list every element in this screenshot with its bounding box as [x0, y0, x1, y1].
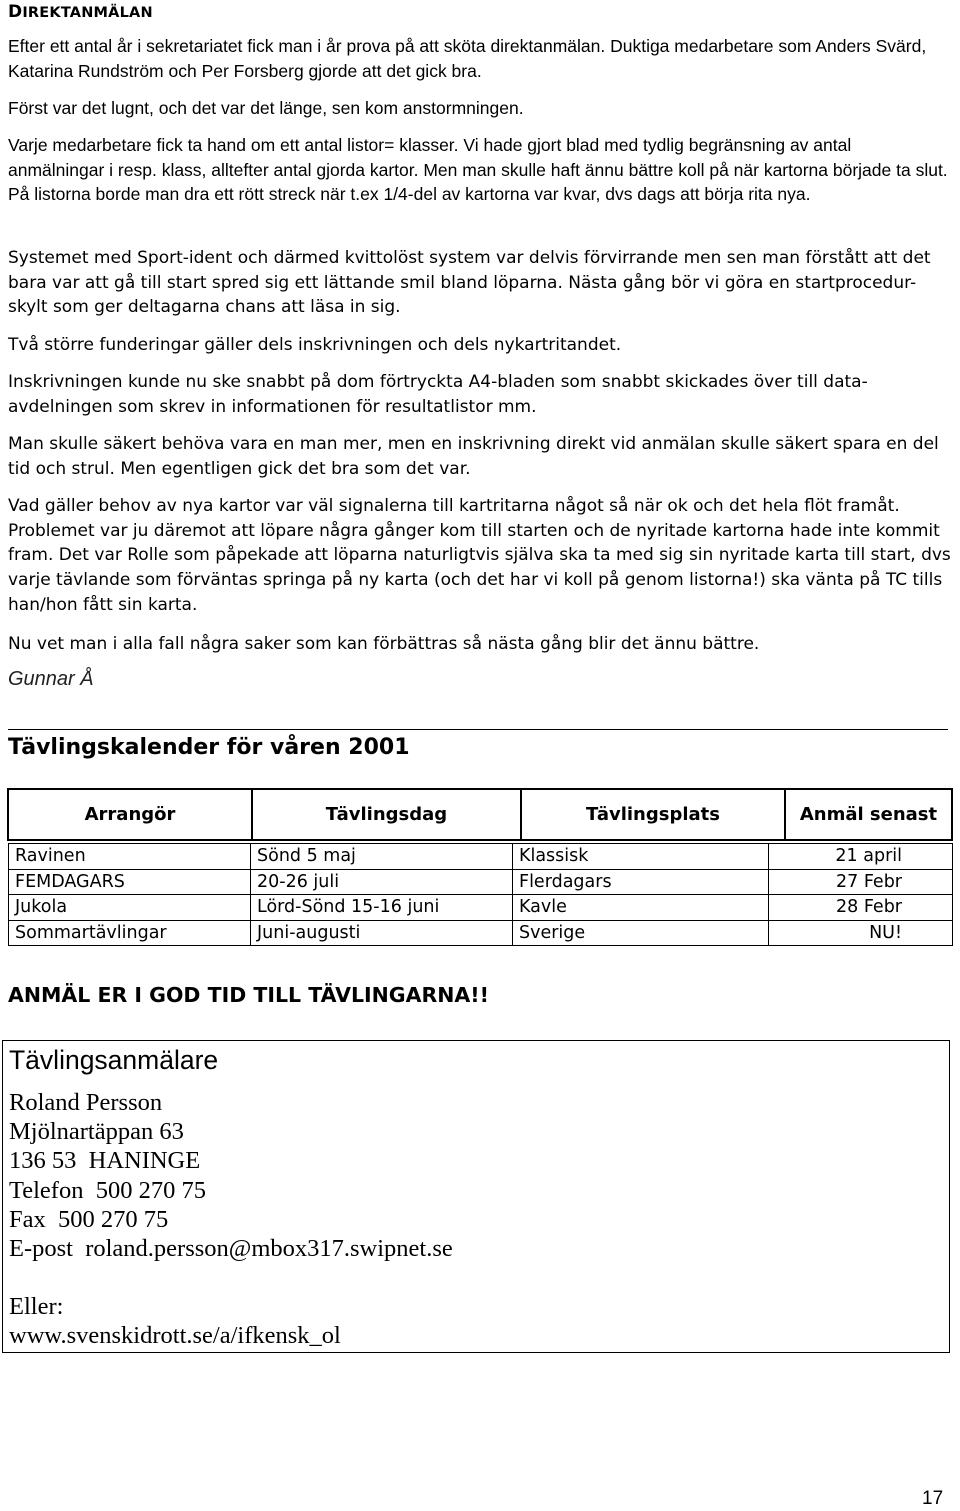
table-cell: Sommartävlingar	[9, 920, 251, 946]
section-heading-initial: D	[8, 2, 23, 22]
table-cell: Klassisk	[513, 844, 769, 870]
contact-fax: Fax 500 270 75	[9, 1205, 169, 1233]
contact-title: Tävlingsanmälare	[9, 1045, 219, 1075]
table-cell: 27 Febr	[769, 869, 953, 895]
paragraph-lists: Varje medarbetare fick ta hand om ett antal listor= klasser. Vi hade gjort blad med tydlig begränsning av antal anmälningar i resp. klass, alltefter antal gjorda kartor. Men man skulle haft ännu bättre koll på när kartorna började ta slut. På listorna borde man dra ett rött streck när t.ex 1/4-del av kartorna var kvar, dvs dags att börja rita nya.	[8, 135, 948, 205]
paragraph-questions: Två större funderingar gäller dels inskrivningen och dels nykartritandet.	[8, 335, 622, 355]
column-header-deadline: Anmäl senast	[785, 789, 952, 840]
paragraph-intro: Efter ett antal år i sekretariatet fick man i år prova på att sköta direktanmälan. Duktiga medarbetare som Anders Svärd, Katarina Rundström och Per Forsberg gjorde att det gick bra.	[8, 36, 927, 81]
column-header-organizer: Arrangör	[8, 789, 252, 840]
table-cell: Kavle	[513, 895, 769, 921]
paragraph-maps: Vad gäller behov av nya kartor var väl signalerna till kartritarna något så när ok och det hela flöt framåt. Problemet var ju däremot att löpare några gånger kom till starten och de nyritade kartorna hade inte kommit fram. Det var Rolle som påpekade att löparna naturligtvis själva ska ta med sig sin nyritade karta till start, dvs varje tävlande som förväntas springa på ny karta (och det har vi koll på genom listorna!) ska vänta på TC tills han/hon fått sin karta.	[8, 496, 951, 615]
calendar-header-row	[8, 789, 952, 840]
contact-alt-label: Eller:	[9, 1293, 64, 1321]
section-heading-rest: IREKTANMÄLAN	[22, 5, 153, 21]
section-heading	[8, 2, 153, 22]
table-cell: FEMDAGARS	[9, 869, 251, 895]
table-cell: 28 Febr	[769, 895, 953, 921]
table-cell: 20-26 juli	[251, 869, 513, 895]
contact-website: www.svenskidrott.se/a/ifkensk_ol	[9, 1322, 341, 1350]
table-cell: Jukola	[9, 895, 251, 921]
table-cell: Flerdagars	[513, 869, 769, 895]
table-row	[9, 895, 953, 921]
paragraph-sportident: Systemet med Sport-ident och därmed kvittolöst system var delvis förvirrande men sen man förstått att det bara var att gå till start spred sig ett lättande smil bland löparna. Nästa gång bör vi göra en startprocedur-skylt som ger deltagarna chans att läsa in sig.	[8, 248, 931, 318]
contact-phone: Telefon 500 270 75	[9, 1176, 206, 1204]
registration-callout: ANMÄL ER I GOD TID TILL TÄVLINGARNA!!	[8, 983, 489, 1007]
contact-postal: 136 53 HANINGE	[9, 1147, 201, 1175]
calendar-table	[8, 843, 953, 946]
table-row	[9, 869, 953, 895]
table-row	[9, 920, 953, 946]
table-cell: Ravinen	[9, 844, 251, 870]
table-cell: Juni-augusti	[251, 920, 513, 946]
table-cell: Sverige	[513, 920, 769, 946]
table-cell: Lörd-Sönd 15-16 juni	[251, 895, 513, 921]
signature: Gunnar Å	[8, 668, 94, 690]
column-header-venue: Tävlingsplats	[521, 789, 785, 840]
contact-email: E-post roland.persson@mbox317.swipnet.se	[9, 1235, 453, 1263]
table-cell: 21 april	[769, 844, 953, 870]
calendar-title: Tävlingskalender för våren 2001	[8, 735, 410, 760]
contact-box	[2, 1040, 950, 1353]
paragraph-staffing: Man skulle säkert behöva vara en man mer, men en inskrivning direkt vid anmälan skulle säkert spara en del tid och strul. Men egentligen gick det bra som det var.	[8, 434, 939, 479]
page-number: 17	[922, 1488, 944, 1509]
contact-street: Mjölnartäppan 63	[9, 1118, 184, 1146]
paragraph-conclusion: Nu vet man i alla fall några saker som kan förbättras så nästa gång blir det ännu bättre.	[8, 634, 760, 654]
contact-name: Roland Persson	[9, 1089, 163, 1116]
table-cell: Sönd 5 maj	[251, 844, 513, 870]
divider	[8, 729, 948, 730]
table-cell: NU!	[769, 920, 953, 946]
table-row	[9, 844, 953, 870]
contact-spacer	[9, 1263, 453, 1292]
paragraph-rush: Först var det lugnt, och det var det länge, sen kom anstormningen.	[8, 98, 524, 118]
contact-details	[9, 1088, 453, 1351]
column-header-date: Tävlingsdag	[252, 789, 521, 840]
calendar-header-table	[7, 788, 953, 841]
paragraph-registration: Inskrivningen kunde nu ske snabbt på dom förtryckta A4-bladen som snabbt skickades över till data-avdelningen som skrev in informationen för resultatlistor mm.	[8, 372, 868, 417]
